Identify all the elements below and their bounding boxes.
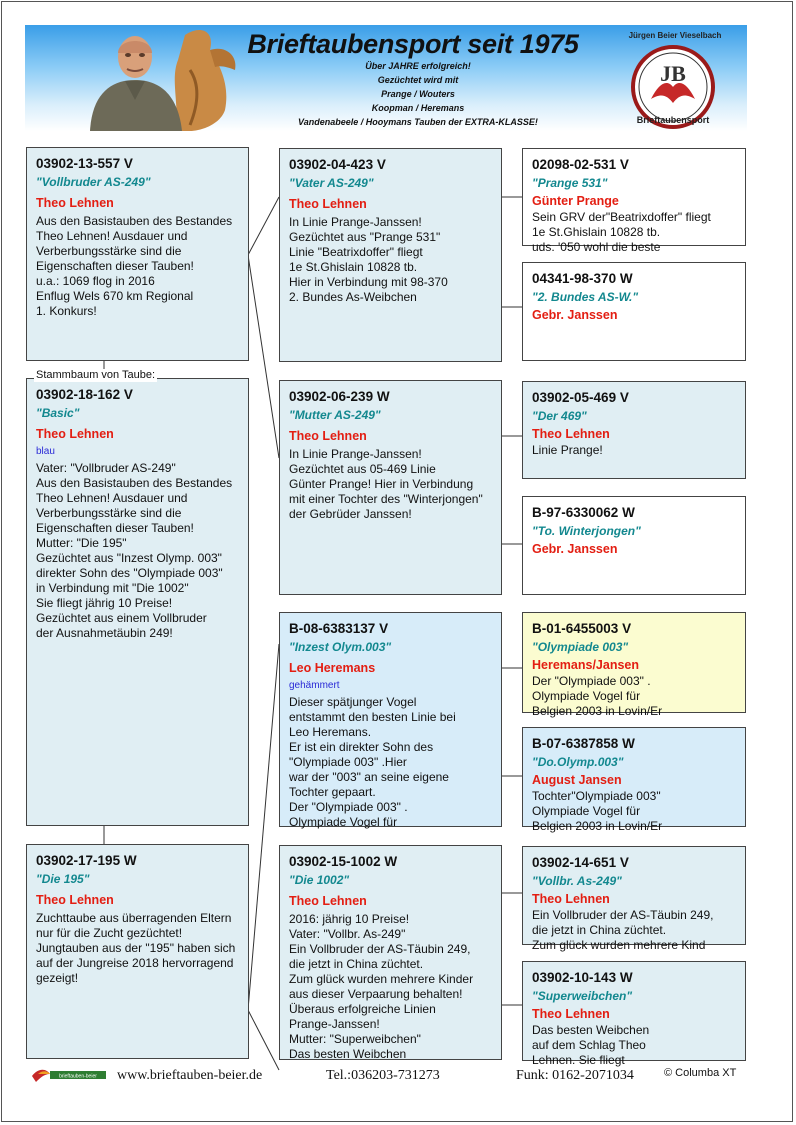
bird-description: In Linie Prange-Janssen! Gezüchtet aus "Prange 531" Linie "Beatrixdoffer" fliegt 1e St.Ghislain 10828 tb. Hier in Verbindung mit 98-370 2. Bundes As-Weibchen xyxy=(289,215,448,304)
ring-number: B-08-6383137 V xyxy=(289,621,389,636)
breeder-name: Günter Prange xyxy=(532,194,619,208)
breeder-name: Theo Lehnen xyxy=(36,427,114,441)
breeder-name: Theo Lehnen xyxy=(532,427,610,441)
ring-number: 02098-02-531 V xyxy=(532,157,629,172)
footer-logo-text: brieftauben-beier xyxy=(59,1073,97,1080)
breeder-name: Theo Lehnen xyxy=(289,197,367,211)
breeder-name: Theo Lehnen xyxy=(289,429,367,443)
breeder-name: Gebr. Janssen xyxy=(532,308,618,322)
bird-nickname: "Vollbruder AS-249" xyxy=(36,175,151,189)
banner-subtitle xyxy=(273,59,563,129)
breeder-name: Theo Lehnen xyxy=(532,892,610,906)
pedigree-card-mother-father xyxy=(279,612,502,827)
pedigree-card-ggp-8 xyxy=(522,961,746,1067)
breeder-name: Theo Lehnen xyxy=(532,1007,610,1021)
breeder-name: August Jansen xyxy=(532,773,622,787)
pedigree-card-father xyxy=(26,147,249,361)
breeder-name: Leo Heremans xyxy=(289,661,376,675)
bird-description: Vater: "Vollbruder AS-249" Aus den Basistauben des Bestandes Theo Lehnen! Ausdauer und Verberbungsstärke sind die Eigenschaften dieser Tauben! Mutter: "Die 195" Gezüchtet aus "Inzest Olymp. 003" direkter Sohn des "Olympiade 003" in Verbindung mit "Die 1002" Sie fliegt jährig 10 Preise! Gezüchtet aus einem Vollbruder der Ausnahmetäubin 249! xyxy=(36,461,233,640)
logo-caption: Brieftaubensport xyxy=(636,115,710,125)
bird-nickname: "Prange 531" xyxy=(532,176,608,190)
breeder-photo xyxy=(60,25,260,131)
pedigree-card-ggp-4 xyxy=(522,496,746,595)
ring-number: 03902-17-195 W xyxy=(36,853,137,868)
bird-nickname: "Der 469" xyxy=(532,409,587,423)
header-banner xyxy=(25,25,747,131)
bird-nickname: "Superweibchen" xyxy=(532,989,633,1003)
banner-title: Brieftaubensport seit 1975 xyxy=(247,29,579,59)
club-logo-icon xyxy=(629,43,717,131)
pedigree-card-father-father xyxy=(279,148,502,362)
bird-description: Zuchttaube aus überragenden Eltern nur für die Zucht gezüchtet! Jungtauben aus der "195" haben sich auf der Jungreise 2018 hervorragend gezeigt! xyxy=(36,911,236,985)
footer-logo-icon xyxy=(28,1062,108,1086)
pedigree-card-ggp-7 xyxy=(522,846,746,952)
ring-number: B-07-6387858 W xyxy=(532,736,635,751)
bird-nickname: "Basic" xyxy=(36,406,80,420)
pedigree-card-mother xyxy=(26,844,249,1059)
mobile-number: Funk: 0162-2071034 xyxy=(516,1068,634,1083)
ring-number: 03902-04-423 V xyxy=(289,157,386,172)
ring-number: 03902-18-162 V xyxy=(36,387,133,402)
copyright: © Columba XT xyxy=(664,1067,737,1079)
breeder-name: Gebr. Janssen xyxy=(532,542,618,556)
bird-description: Aus den Basistauben des Bestandes Theo Lehnen! Ausdauer und Verberbungsstärke sind die Eigenschaften dieser Tauben! u.a.: 1069 flog in 2016 Enflug Wels 670 km Regional 1. Konkurs! xyxy=(36,214,233,318)
bird-color: gehämmert xyxy=(289,680,340,691)
pedigree-card-ggp-5 xyxy=(522,612,746,718)
ring-number: 04341-98-370 W xyxy=(532,271,633,286)
bird-nickname: "Vater AS-249" xyxy=(289,176,374,190)
logo-name: Jürgen Beier Vieselbach xyxy=(628,31,722,40)
bird-nickname: "2. Bundes AS-W." xyxy=(532,290,639,304)
phone-number: Tel.:036203-731273 xyxy=(326,1068,440,1083)
bird-nickname: "Olympiade 003" xyxy=(532,640,629,654)
bird-nickname: "Mutter AS-249" xyxy=(289,408,381,422)
pedigree-card-father-mother xyxy=(279,380,502,595)
bird-description: Sein GRV der"Beatrixdoffer" fliegt 1e St.Ghislain 10828 tb. uds. '050 wohl die beste xyxy=(532,210,711,254)
ring-number: 03902-06-239 W xyxy=(289,389,390,404)
banner-line: Koopman / Heremans xyxy=(371,103,465,113)
pedigree-card-ggp-2 xyxy=(522,262,746,361)
breeder-name: Theo Lehnen xyxy=(36,196,114,210)
ring-number: 03902-10-143 W xyxy=(532,970,633,985)
pedigree-card-mother-mother xyxy=(279,845,502,1060)
ring-number: B-01-6455003 V xyxy=(532,621,632,636)
pedigree-card-main xyxy=(26,378,249,826)
bird-description: Tochter"Olympiade 003" Olympiade Vogel für Belgien 2003 in Lovin/Er xyxy=(532,789,663,833)
bird-description: Der "Olympiade 003" . Olympiade Vogel für Belgien 2003 in Lovin/Er xyxy=(532,674,663,718)
breeder-name: Heremans/Jansen xyxy=(532,658,640,672)
breeder-name: Theo Lehnen xyxy=(289,894,367,908)
banner-line: Prange / Wouters xyxy=(381,89,455,99)
bird-description: Das besten Weibchen auf dem Schlag Theo Lehnen. Sie fliegt xyxy=(532,1023,650,1067)
website-link[interactable]: www.brieftauben-beier.de xyxy=(117,1068,263,1083)
bird-description: 2016: jährig 10 Preise! Vater: "Vollbr. As-249" Ein Vollbruder der AS-Täubin 249, die jetzt in China züchtet. Zum glück wurden mehrere Kinder aus dieser Verpaarung behalten! Überaus erfolgreiche Linien Prange-Janssen! Mutter: "Superweibchen" Das besten Weibchen xyxy=(289,912,474,1061)
ring-number: 03902-13-557 V xyxy=(36,156,133,171)
bird-nickname: "Die 195" xyxy=(36,872,90,886)
ring-number: 03902-05-469 V xyxy=(532,390,629,405)
pedigree-card-ggp-1 xyxy=(522,148,746,254)
ring-number: 03902-15-1002 W xyxy=(289,854,398,869)
bird-nickname: "Vollbr. As-249" xyxy=(532,874,622,888)
banner-line: Vandenabeele / Hooymans Tauben der EXTRA-KLASSE! xyxy=(298,117,538,127)
bird-color: blau xyxy=(36,446,55,457)
banner-line: Gezüchtet wird mit xyxy=(377,75,459,85)
logo-initials: JB xyxy=(660,61,686,86)
bird-nickname: "Die 1002" xyxy=(289,873,350,887)
breeder-name: Theo Lehnen xyxy=(36,893,114,907)
bird-description: Linie Prange! xyxy=(532,443,603,457)
banner-line: Über JAHRE erfolgreich! xyxy=(365,61,471,71)
ring-number: 03902-14-651 V xyxy=(532,855,629,870)
pedigree-card-ggp-6 xyxy=(522,727,746,833)
bird-nickname: "To. Winterjongen" xyxy=(532,524,641,538)
bird-nickname: "Do.Olymp.003" xyxy=(532,755,624,769)
pedigree-legend: Stammbaum von Taube: xyxy=(36,369,156,381)
bird-nickname: "Inzest Olym.003" xyxy=(289,640,392,654)
bird-description: Ein Vollbruder der AS-Täubin 249, die jetzt in China züchtet. Zum glück wurden mehrere Kind xyxy=(532,908,714,952)
bird-description: In Linie Prange-Janssen! Gezüchtet aus 05-469 Linie Günter Prange! Hier in Verbindung mit einer Tochter des "Winterjongen" der Gebrüder Janssen! xyxy=(289,447,483,521)
bird-description: Dieser spätjunger Vogel entstammt den besten Linie bei Leo Heremans. Er ist ein direkter Sohn des "Olympiade 003" .Hier war der "003" an seine eigene Tochter gepaart. Der "Olympiade 003" . Olympiade Vogel für xyxy=(289,695,456,829)
pedigree-card-ggp-3 xyxy=(522,381,746,479)
ring-number: B-97-6330062 W xyxy=(532,505,635,520)
